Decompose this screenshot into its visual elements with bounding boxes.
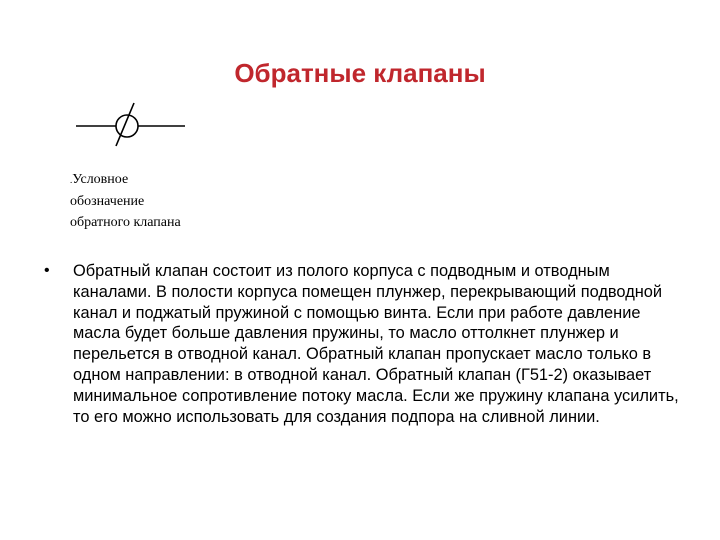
caption-marker: . bbox=[70, 175, 73, 185]
caption-line-1: .Условное bbox=[70, 172, 129, 187]
bullet-icon: • bbox=[44, 262, 50, 279]
body-paragraph: Обратный клапан состоит из полого корпуса с подводным и отводным каналами. В полости корпуса помещен плунжер, перекрывающий подводной канал и поджатый пружиной с помощью винта. Если при работе давление масла будет больше давления пружины, то масло оттолкнет плунжер и перельется в отводной канал. Обратный клапан пропускает масло только в одном направлении: в отводной канал. Обратный клапан (Г51-2) оказывает минимальное сопротивление потоку масла. Если же пружину клапана усилить, то его можно использовать для создания подпора на сливной линии. bbox=[73, 262, 679, 426]
check-valve-symbol-icon bbox=[74, 100, 188, 155]
caption-line-3: обратного клапана bbox=[70, 215, 181, 230]
body-bullet-item bbox=[44, 261, 684, 427]
slide-title: Обратные клапаны bbox=[234, 58, 486, 88]
body-bullet-list bbox=[44, 261, 684, 427]
caption-line-2: обозначение bbox=[70, 194, 145, 209]
symbol-caption bbox=[70, 169, 181, 233]
